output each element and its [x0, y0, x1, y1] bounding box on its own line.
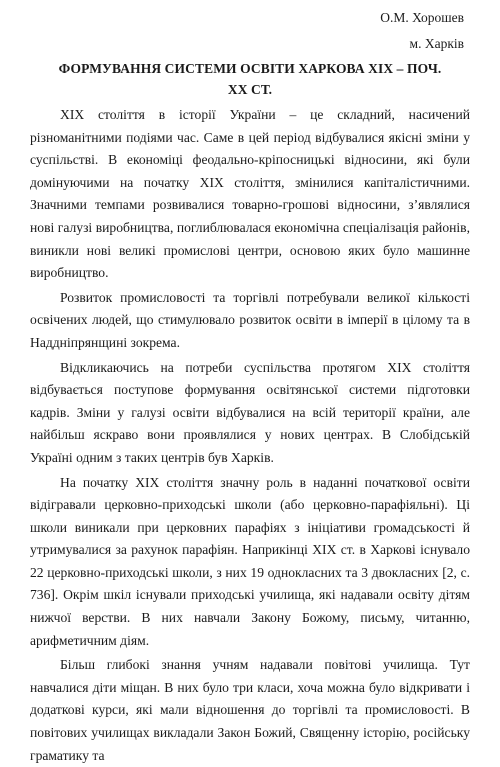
author-name: О.М. Хорошев	[380, 10, 464, 25]
title-line-2: ХХ СТ.	[227, 82, 273, 97]
document-body	[30, 104, 470, 767]
paragraph: Більш глибокі знання учням надавали повітові училища. Тут навчалися діти міщан. В них було три класи, хоча можна було відкривати і додаткові курси, які мали відношення до торгівлі та промисловості. В повітових училищах викладали Закон Божий, Священну історію, російську граматику та	[30, 657, 470, 763]
paragraph: ХІХ століття в історії України – це складний, насичений різноманітними подіями час. Саме в цей період відбувалися якісні зміни у суспільстві. В економіці феодально-кріпосницькі відносини, які були домінуючими на початку ХІХ століття, змінилися капіталістичними. Значними темпами розвивалися товарно-грошові відносини, з’являлися нові галузі виробництва, поглиблювалася економічна спеціалізація районів, виникли нові великі промислові центри, основою яких було машинне виробництво.	[30, 107, 470, 281]
paragraph: На початку ХІХ століття значну роль в наданні початкової освіти відігравали церковно-приходські школи (або церковно-парафіяльні). Ці школи виникали при церковних парафіях з ініціативи громадськості й утримувалися за рахунок парафіян. Наприкінці ХІХ ст. в Харкові існувало 22 церковно-приходські школи, з них 19 однокласних та 3 двокласних [2, с. 736]. Окрім шкіл існували приходські училища, які надавали освіту дітям нижчої верстви. В них навчали Закону Божому, письму, читанню, арифметичним діям.	[30, 474, 470, 648]
paragraph: Розвиток промисловості та торгівлі потребували великої кількості освічених людей, що стимулювало розвиток освіти в імперії в цілому та в Наддніпрянщині зокрема.	[30, 289, 470, 350]
document-title	[30, 58, 470, 100]
author-city: м. Харків	[409, 36, 464, 51]
title-line-1: ФОРМУВАННЯ СИСТЕМИ ОСВІТИ ХАРКОВА ХІХ – ПОЧ.	[58, 61, 442, 76]
paragraph: Відкликаючись на потреби суспільства протягом ХІХ століття відбувається поступове формування освітянської системи підготовки кадрів. Зміни у галузі освіти відбувалися на всій території країни, але найбільш яскраво вони проявлялися у нових центрах. В Слобідській Україні одним з таких центрів був Харків.	[30, 359, 470, 465]
